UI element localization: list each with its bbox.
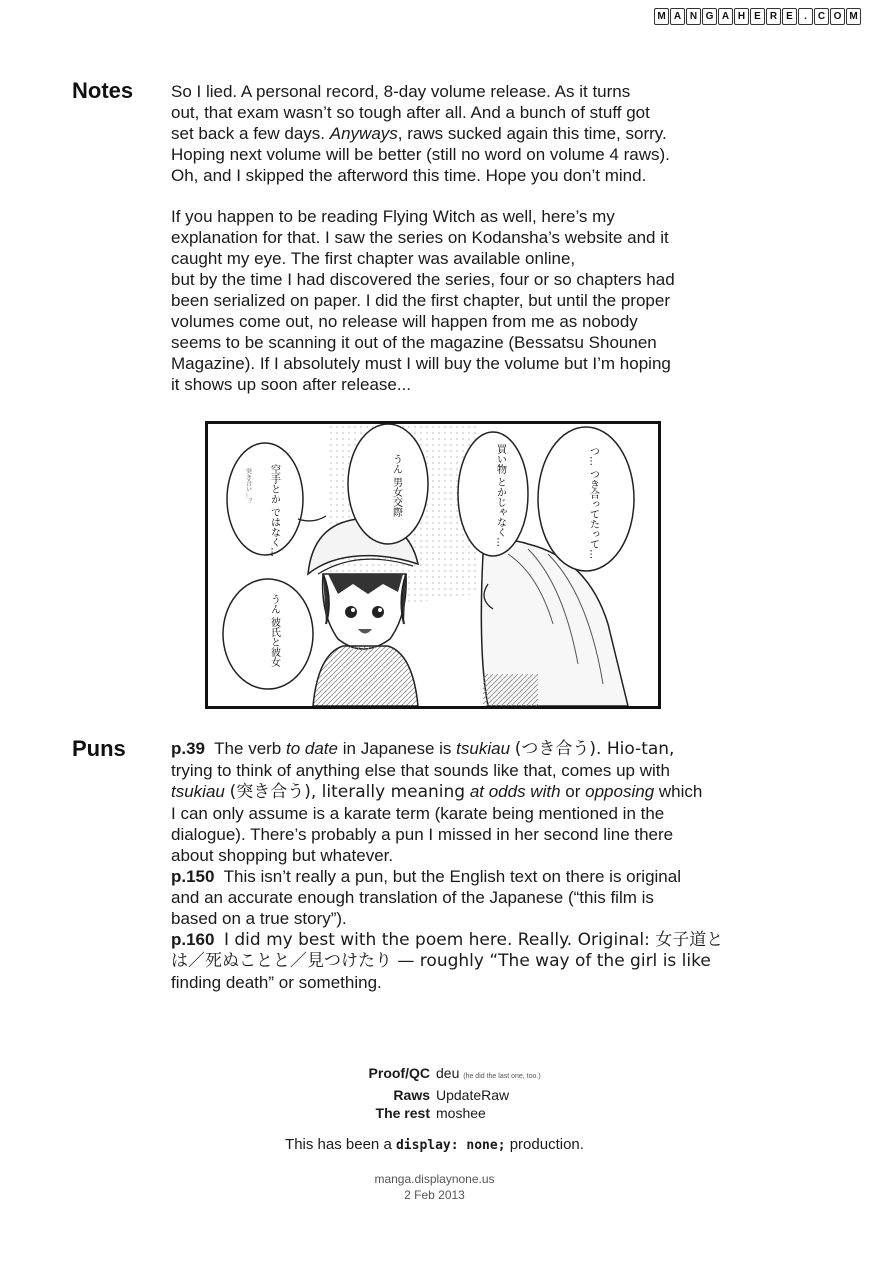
text-run: (突き合う), literally meaning <box>229 782 466 802</box>
text-run: , raws sucked again this time, sorry. <box>397 124 667 143</box>
text-run: or <box>565 782 581 801</box>
text-run: in Japanese is <box>342 739 452 758</box>
text-line: been serialized on paper. I did the first chapter, but until the proper <box>171 291 670 310</box>
puns-body <box>171 738 724 993</box>
text-line <box>171 781 706 803</box>
text-line: seems to be scanning it out of the magazine (Bessatsu Shounen <box>171 333 657 352</box>
bubble-1-text: 空手とか ではなく… <box>268 464 280 558</box>
watermark-letter: E <box>782 8 797 25</box>
text-run: I did my best with the poem here. Really. Original: 女子道と <box>223 930 724 950</box>
text-line: it shows up soon after release... <box>171 375 412 394</box>
bubble-4-text: 買い物 とかじゃなく… <box>494 444 506 548</box>
footer-site: manga.displaynone.us <box>374 1172 495 1186</box>
watermark-letter: A <box>718 8 733 25</box>
text-line: and an accurate enough translation of the Japanese (“this film is <box>171 888 654 907</box>
text-line: trying to think of anything else that sounds like that, comes up with <box>171 761 670 780</box>
text-line: explanation for that. I saw the series on Kodansha’s website and it <box>171 228 669 247</box>
watermark-letter: C <box>814 8 829 25</box>
credit-name <box>436 1064 541 1086</box>
bubble-1-small-text: 突き合い…？ <box>244 468 252 504</box>
production-code: display: none; <box>395 1138 506 1153</box>
text-line: Oh, and I skipped the afterword this time. Hope you don’t mind. <box>171 166 647 185</box>
production-text-before: This has been a <box>285 1136 392 1153</box>
watermark-letter: . <box>798 8 813 25</box>
speech-bubble-5 <box>538 427 634 571</box>
watermark-letter: R <box>766 8 781 25</box>
footer <box>0 1171 869 1203</box>
watermark-letter: M <box>654 8 669 25</box>
text-run: set back a few days. <box>171 124 326 143</box>
watermark-letter: E <box>750 8 765 25</box>
text-line: out, that exam wasn’t so tough after all. And a bunch of stuff got <box>171 103 650 122</box>
emphasis: to date <box>286 739 338 758</box>
text-line: based on a true story”). <box>171 909 347 928</box>
notes-paragraph-2 <box>171 206 706 395</box>
text-line: Hoping next volume will be better (still no word on volume 4 raws). <box>171 145 670 164</box>
text-line <box>171 866 706 887</box>
text-line: If you happen to be reading Flying Witch as well, here’s my <box>171 207 615 226</box>
page-ref: p.150 <box>171 867 215 886</box>
emphasis: tsukiau <box>171 782 225 801</box>
emphasis: Anyways <box>329 124 398 143</box>
speech-bubble-2 <box>348 424 428 544</box>
text-line: finding death” or something. <box>171 973 382 992</box>
watermark-letter: H <box>734 8 749 25</box>
text-line: dialogue). There’s probably a pun I missed in her second line there <box>171 825 674 844</box>
credit-row <box>300 1064 541 1086</box>
bubble-2-text: うん 男女交際 <box>390 454 402 518</box>
text-line: は／死ぬことと／見つけたり — roughly “The way of the girl is like <box>171 951 711 971</box>
watermark-letter: O <box>830 8 845 25</box>
text-line <box>171 738 706 760</box>
credit-person: deu <box>436 1065 460 1081</box>
watermark-letter: N <box>686 8 701 25</box>
credits-block <box>300 1064 541 1122</box>
text-line: volumes come out, no release will happen from me as nobody <box>171 312 638 331</box>
bubble-5-text: つ… つき合ってたって… <box>587 446 599 560</box>
credit-row <box>300 1086 541 1104</box>
production-line <box>0 1136 869 1153</box>
notes-heading: Notes <box>72 78 134 103</box>
footer-date: 2 Feb 2013 <box>404 1188 465 1202</box>
watermark-letter: M <box>846 8 861 25</box>
text-line: caught my eye. The first chapter was available online, <box>171 249 576 268</box>
text-line <box>171 929 724 951</box>
page-ref: p.160 <box>171 930 215 949</box>
text-run: (つき合う). Hio-tan, <box>514 739 675 759</box>
credit-person: UpdateRaw <box>436 1087 510 1103</box>
text-line: but by the time I had discovered the series, four or so chapters had <box>171 270 675 289</box>
credit-role: Raws <box>393 1087 430 1103</box>
text-line: So I lied. A personal record, 8-day volume release. As it turns <box>171 82 631 101</box>
puns-heading: Puns <box>72 736 126 761</box>
text-line <box>171 123 706 144</box>
text-run: This isn’t really a pun, but the English text on there is original <box>223 867 681 886</box>
notes-paragraph-1 <box>171 81 706 186</box>
text-line: about shopping but whatever. <box>171 846 394 865</box>
emphasis: opposing <box>585 782 655 801</box>
manga-panel-art <box>208 424 658 706</box>
credit-row <box>300 1104 541 1122</box>
bubble-3-text: うん 彼氏と彼女 <box>268 594 280 668</box>
manga-panel <box>205 421 661 709</box>
text-run: The verb <box>214 739 282 758</box>
notes-body <box>171 81 706 415</box>
text-run: which <box>658 782 703 801</box>
watermark-letter: G <box>702 8 717 25</box>
emphasis: at odds with <box>469 782 561 801</box>
credit-note: (he did the last one, too.) <box>463 1073 541 1080</box>
production-text-after: production. <box>509 1136 584 1153</box>
credit-role: Proof/QC <box>368 1065 430 1081</box>
text-line: I can only assume is a karate term (karate being mentioned in the <box>171 804 665 823</box>
speech-bubble-4 <box>458 432 528 556</box>
credit-role: The rest <box>375 1105 430 1121</box>
credit-person: moshee <box>436 1105 486 1121</box>
page-ref: p.39 <box>171 739 206 758</box>
watermark-letter: A <box>670 8 685 25</box>
mangahere-watermark <box>654 8 861 25</box>
emphasis: tsukiau <box>456 739 511 758</box>
speech-bubble-3 <box>223 579 313 689</box>
text-line: Magazine). If I absolutely must I will buy the volume but I’m hoping <box>171 354 671 373</box>
